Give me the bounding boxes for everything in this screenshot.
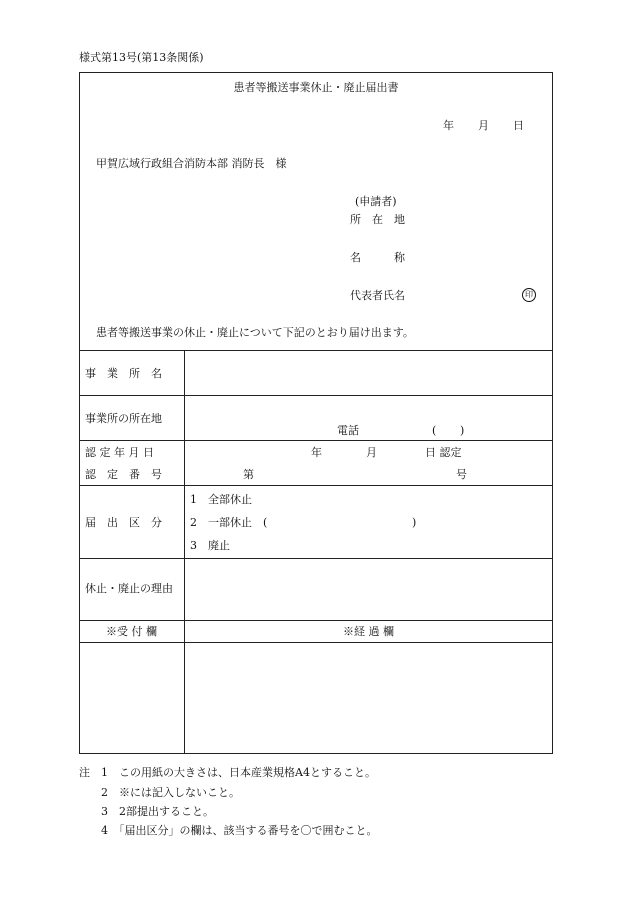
- office-address-field[interactable]: [190, 399, 548, 419]
- divider: [79, 642, 553, 643]
- cert-day-label: 日 認定: [425, 446, 462, 459]
- applicant-label: (申請者): [355, 195, 397, 208]
- phone-open-paren: (: [432, 424, 437, 437]
- cert-year-label: 年: [311, 446, 322, 459]
- form-title: 患者等搬送事業休止・廃止届出書: [233, 81, 399, 94]
- cert-number-label: 認 定 番 号: [85, 468, 162, 481]
- notes-prefix: 注: [79, 766, 90, 779]
- note-item: 3 2部提出すること。: [101, 805, 214, 818]
- declaration: 患者等搬送事業の休止・廃止について下記のとおり届け出ます。: [96, 326, 414, 339]
- option-partial-close-paren: ): [412, 516, 417, 529]
- date-day-label: 日: [513, 119, 524, 132]
- progress-label: ※経 過 欄: [343, 625, 394, 638]
- phone-label: 電話: [337, 424, 359, 437]
- phone-close-paren: ): [460, 424, 465, 437]
- representative-label: 代表者氏名: [350, 289, 405, 302]
- column-divider: [184, 350, 185, 754]
- divider: [79, 485, 553, 486]
- reception-label: ※受 付 欄: [106, 625, 157, 638]
- date-month-label: 月: [478, 119, 489, 132]
- option-abolition[interactable]: 3 廃止: [190, 539, 230, 552]
- name-label: 名 称: [350, 251, 405, 264]
- cert-date-label: 認 定 年 月 日: [85, 446, 154, 459]
- seal-mark: 印: [522, 288, 536, 302]
- divider: [79, 620, 553, 621]
- option-full-suspension[interactable]: 1 全部休止: [190, 493, 252, 506]
- reason-label: 休止・廃止の理由: [85, 582, 173, 595]
- cert-dai-label: 第: [243, 468, 254, 481]
- reason-field[interactable]: [190, 563, 548, 615]
- divider: [79, 395, 553, 396]
- divider: [79, 350, 553, 351]
- cert-gou-label: 号: [456, 468, 467, 481]
- office-name-field[interactable]: [190, 355, 548, 391]
- addressee: 甲賀広域行政組合消防本部 消防長 様: [96, 157, 287, 170]
- cert-month-label: 月: [366, 446, 377, 459]
- address-label: 所 在 地: [350, 213, 405, 226]
- office-address-label: 事業所の所在地: [85, 412, 162, 425]
- form-number: 様式第13号(第13条関係): [79, 51, 204, 64]
- category-label: 届 出 区 分: [85, 516, 162, 529]
- note-item: 2 ※には記入しないこと。: [101, 786, 240, 799]
- divider: [79, 558, 553, 559]
- note-item: 4 「届出区分」の欄は、該当する番号を〇で囲むこと。: [101, 824, 378, 837]
- option-partial-suspension[interactable]: 2 一部休止 (: [190, 516, 268, 529]
- office-name-label: 事 業 所 名: [85, 367, 162, 380]
- divider: [79, 440, 553, 441]
- note-item: 1 この用紙の大きさは、日本産業規格A4とすること。: [101, 766, 376, 779]
- date-year-label: 年: [443, 119, 454, 132]
